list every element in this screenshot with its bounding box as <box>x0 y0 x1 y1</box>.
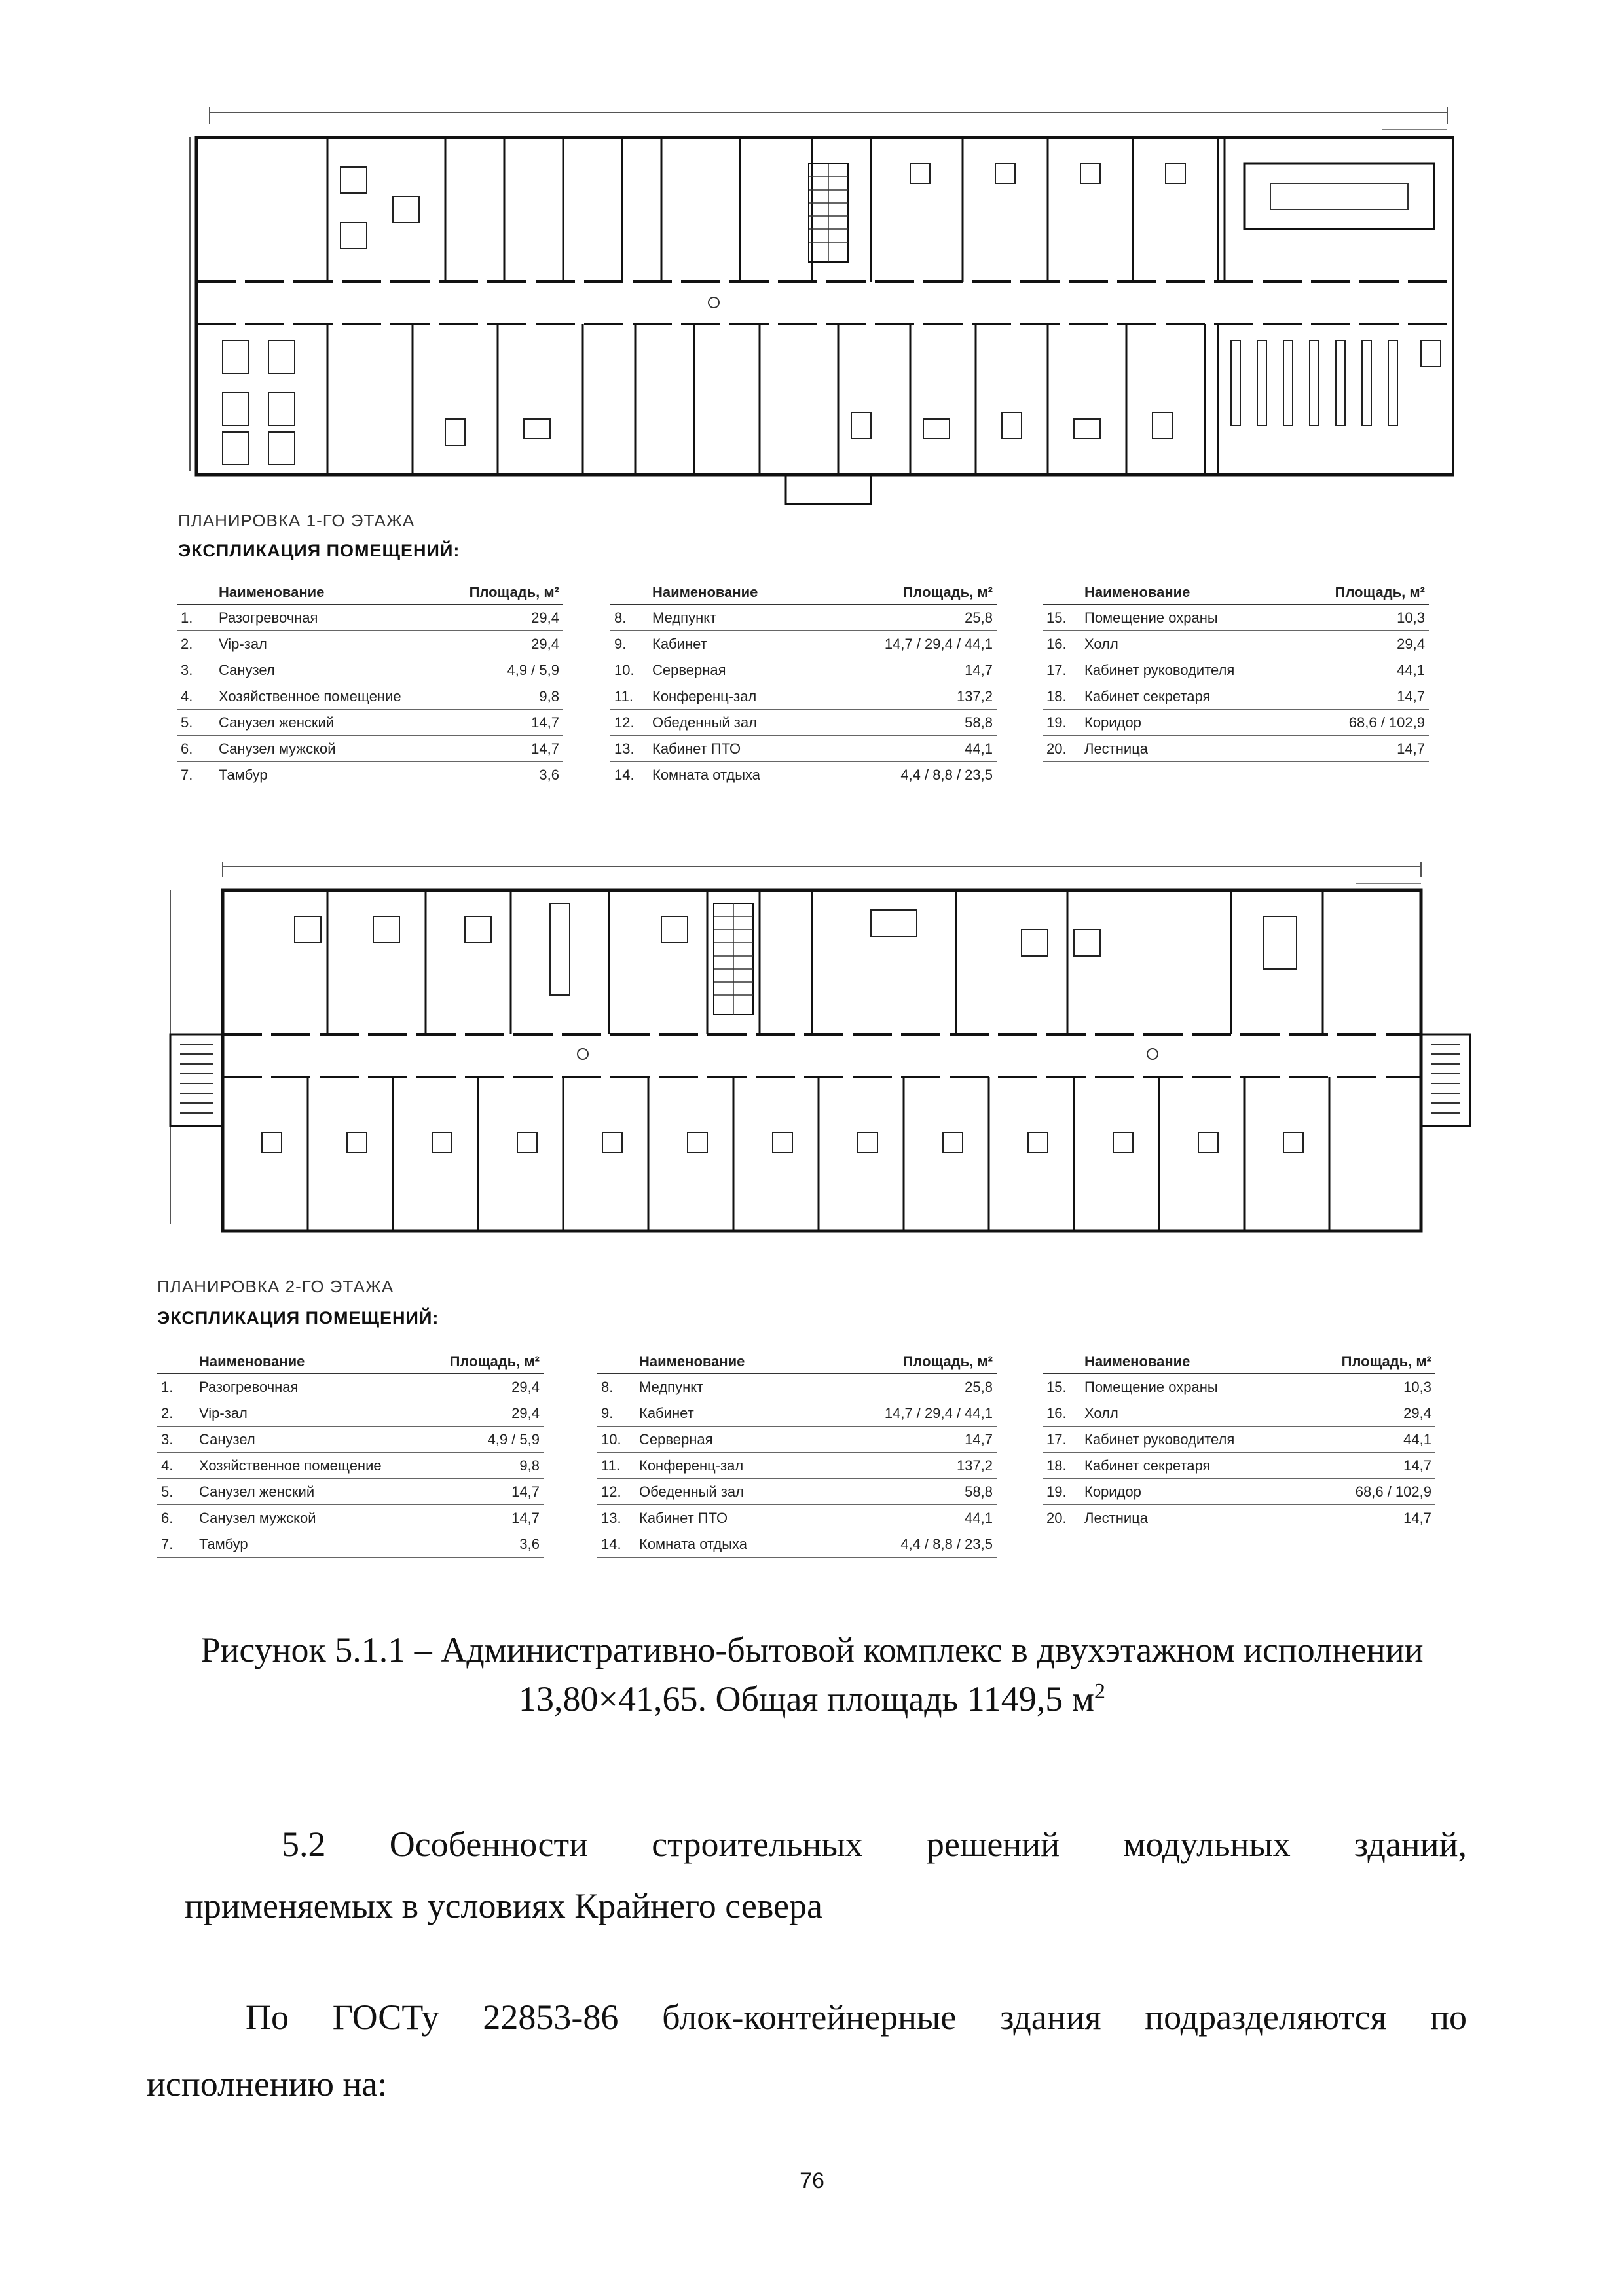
room-area: 4,4 / 8,8 / 23,5 <box>900 766 993 783</box>
header-area: Площадь, м² <box>1335 584 1425 600</box>
page-number: 76 <box>800 2168 824 2193</box>
room-name: Санузел женский <box>199 1483 315 1500</box>
table-row <box>1043 1427 1435 1453</box>
caption-line1: Рисунок 5.1.1 – Административно-бытовой комплекс в двухэтажном исполнении <box>200 1630 1424 1669</box>
room-name: Обеденный зал <box>639 1483 744 1500</box>
room-name: Кабинет секретаря <box>1084 687 1211 704</box>
room-num: 11. <box>614 687 633 704</box>
table-row <box>157 1400 544 1427</box>
room-area: 68,6 / 102,9 <box>1348 714 1425 731</box>
room-area: 29,4 <box>531 609 559 626</box>
header-area: Площадь, м² <box>469 584 559 600</box>
table-row <box>177 710 563 736</box>
table-row <box>1043 605 1429 631</box>
room-num: 11. <box>601 1457 620 1474</box>
table-row <box>1043 1374 1435 1400</box>
room-num: 3. <box>181 661 193 678</box>
room-name: Хозяйственное помещение <box>219 687 401 704</box>
table-row <box>177 683 563 710</box>
room-area: 4,4 / 8,8 / 23,5 <box>900 1535 993 1552</box>
room-num: 10. <box>614 661 635 678</box>
room-name: Комната отдыха <box>652 766 760 783</box>
paragraph-word: здания <box>1000 1997 1101 2037</box>
room-name: Vip-зал <box>219 635 267 652</box>
heading-word: решений <box>926 1825 1060 1864</box>
room-area: 29,4 <box>531 635 559 652</box>
room-area: 25,8 <box>965 1378 993 1395</box>
table-header <box>1043 581 1429 605</box>
room-area: 14,7 <box>965 661 993 678</box>
table-row <box>597 1531 997 1558</box>
table-header <box>1043 1351 1435 1374</box>
room-area: 58,8 <box>965 1483 993 1500</box>
room-num: 6. <box>161 1509 174 1526</box>
header-area: Площадь, м² <box>449 1353 540 1370</box>
table-header <box>610 581 997 605</box>
room-area: 4,9 / 5,9 <box>487 1430 540 1448</box>
table-row <box>610 762 997 788</box>
room-area: 9,8 <box>519 1457 540 1474</box>
room-name: Разогревочная <box>219 609 318 626</box>
room-num: 4. <box>161 1457 174 1474</box>
room-num: 18. <box>1046 1457 1067 1474</box>
room-area: 4,9 / 5,9 <box>507 661 559 678</box>
table-row <box>177 605 563 631</box>
section-heading <box>282 1824 1467 1865</box>
room-name: Медпункт <box>639 1378 704 1395</box>
room-area: 14,7 <box>511 1509 540 1526</box>
table-row <box>177 762 563 788</box>
table-row <box>177 631 563 657</box>
room-name: Коридор <box>1084 714 1141 731</box>
room-name: Хозяйственное помещение <box>199 1457 382 1474</box>
room-area: 29,4 <box>1397 635 1425 652</box>
room-name: Кабинет ПТО <box>652 740 741 757</box>
floor1-explication-title: ЭКСПЛИКАЦИЯ ПОМЕЩЕНИЙ: <box>178 541 460 560</box>
room-num: 9. <box>614 635 627 652</box>
table-row <box>157 1427 544 1453</box>
room-num: 13. <box>614 740 635 757</box>
table-row <box>1043 1453 1435 1479</box>
table-row <box>1043 1400 1435 1427</box>
room-area: 44,1 <box>1397 661 1425 678</box>
room-num: 4. <box>181 687 193 704</box>
room-num: 20. <box>1046 1509 1067 1526</box>
room-num: 1. <box>161 1378 174 1395</box>
table-row <box>1043 710 1429 736</box>
room-num: 14. <box>614 766 635 783</box>
table-row <box>597 1479 997 1505</box>
room-name: Кабинет <box>639 1404 694 1421</box>
room-num: 10. <box>601 1430 621 1448</box>
floor1-plan-title: ПЛАНИРОВКА 1-ГО ЭТАЖА <box>178 511 415 530</box>
table-row <box>610 631 997 657</box>
room-name: Коридор <box>1084 1483 1141 1500</box>
paragraph-word: блок-контейнерные <box>662 1997 957 2037</box>
figure-caption <box>98 1629 1526 1720</box>
room-name: Санузел мужской <box>199 1509 316 1526</box>
floor2-table-col1 <box>157 1351 544 1558</box>
room-num: 20. <box>1046 740 1067 757</box>
room-name: Медпункт <box>652 609 717 626</box>
room-area: 14,7 <box>1397 740 1425 757</box>
header-name: Наименование <box>639 1353 745 1370</box>
floor2-plan <box>157 858 1473 1244</box>
room-area: 3,6 <box>519 1535 540 1552</box>
room-name: Серверная <box>652 661 726 678</box>
room-name: Конференц-зал <box>639 1457 744 1474</box>
room-area: 68,6 / 102,9 <box>1355 1483 1431 1500</box>
room-num: 8. <box>601 1378 614 1395</box>
floor1-plan-drawing <box>183 105 1454 511</box>
room-num: 15. <box>1046 1378 1067 1395</box>
room-name: Помещение охраны <box>1084 609 1218 626</box>
header-name: Наименование <box>1084 584 1190 600</box>
header-area: Площадь, м² <box>902 584 993 600</box>
room-name: Холл <box>1084 635 1118 652</box>
room-area: 137,2 <box>956 687 993 704</box>
table-row <box>610 657 997 683</box>
table-row <box>1043 683 1429 710</box>
room-area: 137,2 <box>956 1457 993 1474</box>
room-num: 3. <box>161 1430 174 1448</box>
room-name: Серверная <box>639 1430 713 1448</box>
room-area: 29,4 <box>511 1378 540 1395</box>
floor2-explication-title: ЭКСПЛИКАЦИЯ ПОМЕЩЕНИЙ: <box>157 1308 439 1328</box>
room-area: 29,4 <box>511 1404 540 1421</box>
room-name: Конференц-зал <box>652 687 757 704</box>
floor2-plan-drawing <box>157 858 1473 1244</box>
caption-sup: 2 <box>1094 1679 1105 1704</box>
header-area: Площадь, м² <box>1341 1353 1431 1370</box>
room-area: 3,6 <box>539 766 559 783</box>
floor2-table-col2 <box>597 1351 997 1558</box>
room-num: 17. <box>1046 1430 1067 1448</box>
table-row <box>1043 657 1429 683</box>
room-name: Санузел <box>199 1430 255 1448</box>
paragraph-word: ГОСТу <box>332 1997 439 2037</box>
room-name: Лестница <box>1084 740 1149 757</box>
room-num: 8. <box>614 609 627 626</box>
room-area: 14,7 <box>511 1483 540 1500</box>
paragraph-word: По <box>246 1997 289 2037</box>
room-num: 13. <box>601 1509 621 1526</box>
room-num: 18. <box>1046 687 1067 704</box>
room-area: 10,3 <box>1403 1378 1431 1395</box>
room-name: Помещение охраны <box>1084 1378 1218 1395</box>
table-row <box>610 736 997 762</box>
header-name: Наименование <box>219 584 325 600</box>
caption-line2-wrap <box>98 1671 1526 1720</box>
room-name: Тамбур <box>219 766 268 783</box>
header-name: Наименование <box>652 584 758 600</box>
table-header <box>597 1351 997 1374</box>
room-num: 17. <box>1046 661 1067 678</box>
room-name: Холл <box>1084 1404 1118 1421</box>
room-num: 9. <box>601 1404 614 1421</box>
room-name: Кабинет руководителя <box>1084 661 1235 678</box>
room-area: 14,7 <box>531 740 559 757</box>
room-num: 16. <box>1046 1404 1067 1421</box>
paragraph-line1 <box>246 1997 1467 2037</box>
heading-word: строительных <box>652 1825 863 1864</box>
table-row <box>597 1400 997 1427</box>
room-num: 1. <box>181 609 193 626</box>
table-row <box>597 1505 997 1531</box>
floor1-plan <box>183 105 1454 511</box>
room-area: 58,8 <box>965 714 993 731</box>
room-area: 44,1 <box>965 1509 993 1526</box>
heading-word: зданий, <box>1354 1825 1467 1864</box>
table-row <box>157 1453 544 1479</box>
heading-word: модульных <box>1123 1825 1291 1864</box>
header-name: Наименование <box>199 1353 305 1370</box>
room-num: 12. <box>601 1483 621 1500</box>
room-num: 12. <box>614 714 635 731</box>
paragraph-word: 22853-86 <box>483 1997 619 2037</box>
room-num: 5. <box>181 714 193 731</box>
floor1-table-col3 <box>1043 581 1429 762</box>
room-num: 19. <box>1046 714 1067 731</box>
room-name: Санузел мужской <box>219 740 336 757</box>
table-row <box>1043 631 1429 657</box>
room-num: 2. <box>181 635 193 652</box>
room-area: 10,3 <box>1397 609 1425 626</box>
table-header <box>157 1351 544 1374</box>
paragraph-word: подразделяются <box>1145 1997 1387 2037</box>
room-num: 5. <box>161 1483 174 1500</box>
paragraph-line2: исполнению на: <box>147 2064 388 2104</box>
room-area: 14,7 / 29,4 / 44,1 <box>884 1404 993 1421</box>
table-row <box>597 1427 997 1453</box>
room-name: Vip-зал <box>199 1404 248 1421</box>
room-name: Лестница <box>1084 1509 1149 1526</box>
room-area: 14,7 <box>1403 1457 1431 1474</box>
room-num: 19. <box>1046 1483 1067 1500</box>
room-area: 14,7 <box>1397 687 1425 704</box>
paragraph-word: по <box>1430 1997 1467 2037</box>
room-area: 44,1 <box>1403 1430 1431 1448</box>
room-name: Кабинет ПТО <box>639 1509 728 1526</box>
room-area: 44,1 <box>965 740 993 757</box>
floor1-table-col1 <box>177 581 563 788</box>
table-row <box>610 605 997 631</box>
table-row <box>157 1531 544 1558</box>
room-area: 9,8 <box>539 687 559 704</box>
floor2-plan-title: ПЛАНИРОВКА 2-ГО ЭТАЖА <box>157 1277 394 1296</box>
table-row <box>157 1479 544 1505</box>
room-area: 14,7 / 29,4 / 44,1 <box>884 635 993 652</box>
floor1-table-col2 <box>610 581 997 788</box>
floor2-table-col3 <box>1043 1351 1435 1531</box>
table-row <box>1043 736 1429 762</box>
room-area: 14,7 <box>1403 1509 1431 1526</box>
section-heading-line2: применяемых в условиях Крайнего севера <box>185 1886 823 1925</box>
room-name: Кабинет секретаря <box>1084 1457 1211 1474</box>
room-name: Санузел женский <box>219 714 335 731</box>
room-name: Санузел <box>219 661 275 678</box>
caption-line2: 13,80×41,65. Общая площадь 1149,5 м <box>519 1679 1094 1719</box>
table-row <box>1043 1479 1435 1505</box>
room-num: 6. <box>181 740 193 757</box>
room-area: 29,4 <box>1403 1404 1431 1421</box>
table-row <box>597 1453 997 1479</box>
room-num: 2. <box>161 1404 174 1421</box>
table-row <box>610 683 997 710</box>
header-area: Площадь, м² <box>902 1353 993 1370</box>
table-row <box>177 736 563 762</box>
room-area: 14,7 <box>965 1430 993 1448</box>
table-header <box>177 581 563 605</box>
room-num: 7. <box>161 1535 174 1552</box>
table-row <box>157 1505 544 1531</box>
heading-word: Особенности <box>389 1825 589 1864</box>
room-name: Кабинет <box>652 635 707 652</box>
room-num: 15. <box>1046 609 1067 626</box>
room-area: 25,8 <box>965 609 993 626</box>
table-row <box>1043 1505 1435 1531</box>
table-row <box>157 1374 544 1400</box>
room-name: Кабинет руководителя <box>1084 1430 1235 1448</box>
room-name: Разогревочная <box>199 1378 299 1395</box>
room-num: 14. <box>601 1535 621 1552</box>
table-row <box>177 657 563 683</box>
table-row <box>597 1374 997 1400</box>
table-row <box>610 710 997 736</box>
room-num: 16. <box>1046 635 1067 652</box>
header-name: Наименование <box>1084 1353 1190 1370</box>
room-name: Комната отдыха <box>639 1535 747 1552</box>
room-name: Тамбур <box>199 1535 248 1552</box>
room-name: Обеденный зал <box>652 714 757 731</box>
room-num: 7. <box>181 766 193 783</box>
section-number: 5.2 <box>282 1825 326 1864</box>
room-area: 14,7 <box>531 714 559 731</box>
